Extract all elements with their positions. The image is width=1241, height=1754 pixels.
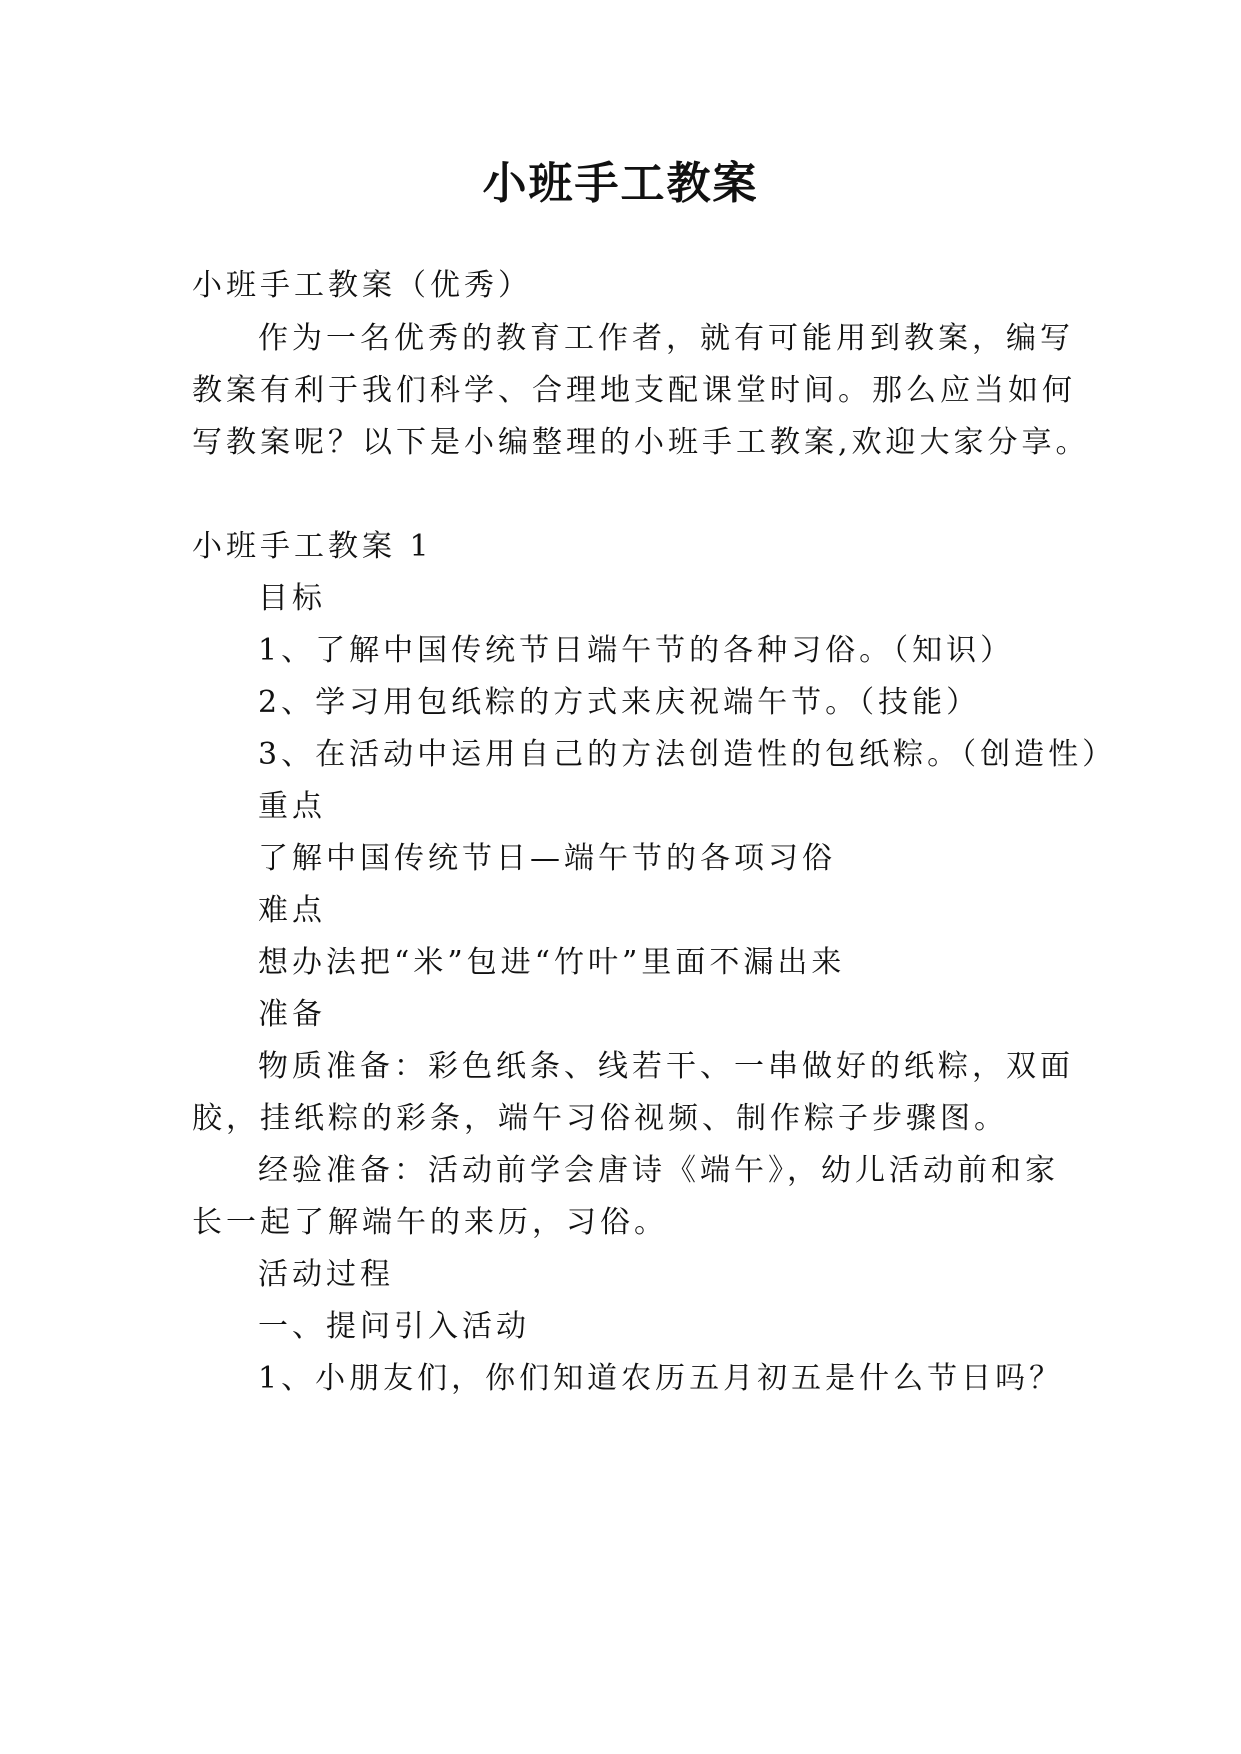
goal-label: 目标: [258, 581, 326, 616]
difficulty-label: 难点: [258, 893, 326, 928]
material-line-2: 胶，挂纸粽的彩条，端午习俗视频、制作粽子步骤图。: [192, 1101, 1008, 1136]
difficulty-text: 想办法把“米”包进“竹叶”里面不漏出来: [258, 945, 846, 980]
intro-line-2: 教案有利于我们科学、合理地支配课堂时间。那么应当如何: [192, 373, 1076, 408]
process-label: 活动过程: [258, 1257, 394, 1292]
document-title: 小班手工教案: [482, 158, 759, 209]
section-heading: 小班手工教案 1: [192, 529, 433, 564]
step-1-question-1: 1、小朋友们，你们知道农历五月初五是什么节日吗？: [258, 1361, 1064, 1396]
material-line-1: 物质准备：彩色纸条、线若干、一串做好的纸粽，双面: [258, 1049, 1074, 1084]
intro-heading: 小班手工教案（优秀）: [192, 268, 532, 303]
intro-line-1: 作为一名优秀的教育工作者，就有可能用到教案，编写: [258, 321, 1074, 356]
goal-item-2: 2、学习用包纸粽的方式来庆祝端午节。（技能）: [258, 685, 981, 720]
step-1-label: 一、提问引入活动: [258, 1309, 530, 1344]
goal-item-1: 1、了解中国传统节日端午节的各种习俗。（知识）: [258, 633, 1015, 668]
intro-line-3: 写教案呢？以下是小编整理的小班手工教案,欢迎大家分享。: [192, 425, 1090, 460]
key-point-text: 了解中国传统节日—端午节的各项习俗: [258, 841, 836, 876]
prep-label: 准备: [258, 997, 326, 1032]
key-point-label: 重点: [258, 789, 326, 824]
experience-line-2: 长一起了解端午的来历，习俗。: [192, 1205, 668, 1240]
experience-line-1: 经验准备：活动前学会唐诗《端午》，幼儿活动前和家: [258, 1153, 1059, 1188]
goal-item-3: 3、在活动中运用自己的方法创造性的包纸粽。（创造性）: [258, 737, 1117, 772]
